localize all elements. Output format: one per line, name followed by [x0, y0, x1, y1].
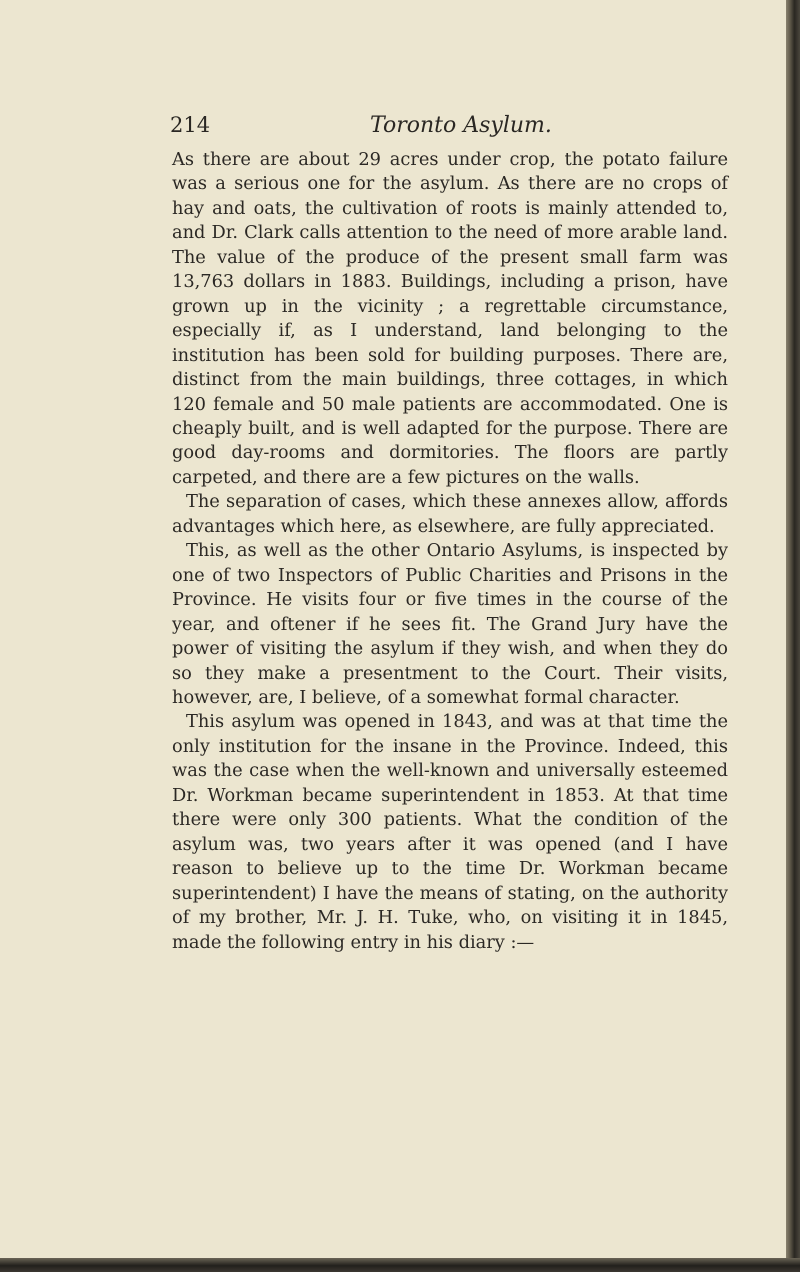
page-bottom-edge: [0, 1258, 800, 1272]
page-header: [170, 113, 730, 147]
paragraph-2: The separation of cases, which these annexes allow, affords advantages which here, as elsewhere, are fully appreciated.: [172, 491, 728, 537]
body-text: [172, 148, 728, 955]
paragraph-4: This asylum was opened in 1843, and was at that time the only institution for the insane in the Province. Indeed, this was the case when the well-known and universally esteemed Dr. Workman became superintendent in 1853. At that time there were only 300 patients. What the condition of the asylum was, two years after it was opened (and I have reason to believe up to the time Dr. Workman became superintendent) I have the means of stating, on the authority of my brother, Mr. J. H. Tuke, who, on visiting it in 1845, made the following entry in his diary :—: [172, 711, 728, 953]
paragraph-3: This, as well as the other Ontario Asylums, is inspected by one of two Inspectors of Public Charities and Prisons in the Province. He visits four or five times in the course of the year, and oftener if he sees fit. The Grand Jury have the power of visiting the asylum if they wish, and when they do so they make a presentment to the Court. Their visits, however, are, I believe, of a somewhat formal character.: [172, 540, 728, 708]
paragraph-1: As there are about 29 acres under crop, the potato failure was a serious one for the asylum. As there are no crops of hay and oats, the cultivation of roots is mainly attended to, and Dr. Clark calls attention to the need of more arable land. The value of the produce of the present small farm was 13,763 dollars in 1883. Buildings, including a prison, have grown up in the vicinity ; a regrettable circumstance, especially if, as I understand, land belonging to the institution has been sold for building purposes. There are, distinct from the main buildings, three cottages, in which 120 female and 50 male patients are accommodated. One is cheaply built, and is well adapted for the purpose. There are good day-rooms and dormitories. The floors are partly carpeted, and there are a few pictures on the walls.: [172, 149, 728, 488]
page-number: 214: [170, 113, 211, 137]
page-right-edge: [786, 0, 800, 1272]
running-head: Toronto Asylum.: [370, 113, 552, 138]
